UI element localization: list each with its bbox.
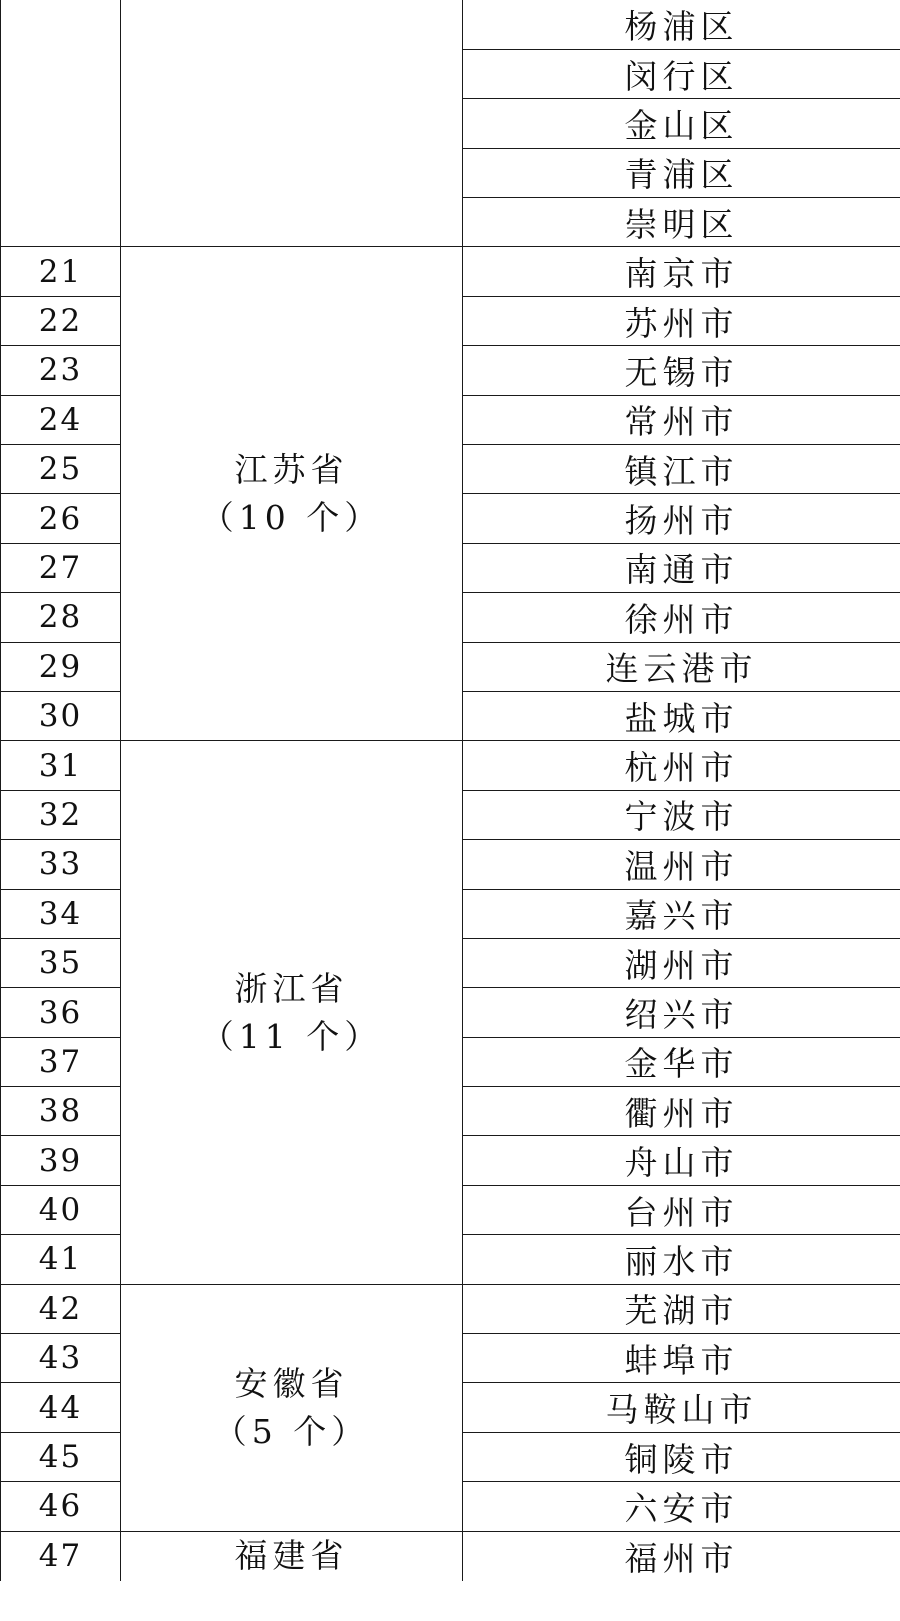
row-number-cell: 31	[1, 741, 121, 790]
province-city-count: （5 个）	[213, 1411, 370, 1451]
city-cell: 扬州市	[463, 494, 900, 543]
province-cell	[121, 1531, 463, 1580]
table-body	[1, 0, 900, 1581]
province-cell	[121, 247, 463, 741]
row-number-cell: 47	[1, 1531, 121, 1580]
city-cell: 南通市	[463, 543, 900, 592]
city-cell: 苏州市	[463, 296, 900, 345]
city-cell: 镇江市	[463, 445, 900, 494]
city-cell: 嘉兴市	[463, 889, 900, 938]
row-number-cell: 34	[1, 889, 121, 938]
city-cell: 无锡市	[463, 346, 900, 395]
city-cell: 连云港市	[463, 642, 900, 691]
row-number-cell: 39	[1, 1136, 121, 1185]
row-number-cell: 33	[1, 840, 121, 889]
province-cell	[121, 741, 463, 1284]
province-name: 浙江省	[234, 968, 349, 1008]
city-cell: 芜湖市	[463, 1284, 900, 1333]
row-number-cell: 44	[1, 1383, 121, 1432]
row-number-cell: 21	[1, 247, 121, 296]
table-row	[1, 0, 900, 49]
table-row	[1, 1284, 900, 1333]
row-number-cell: 45	[1, 1432, 121, 1481]
city-cell: 福州市	[463, 1531, 900, 1580]
city-cell: 六安市	[463, 1482, 900, 1531]
province-cell	[121, 1284, 463, 1531]
row-number-cell: 41	[1, 1235, 121, 1284]
row-number-cell: 43	[1, 1334, 121, 1383]
table-row	[1, 247, 900, 296]
district-cell: 金山区	[463, 99, 900, 148]
row-number-cell: 24	[1, 395, 121, 444]
province-name: 安徽省	[234, 1363, 349, 1403]
city-cell: 常州市	[463, 395, 900, 444]
city-cell: 金华市	[463, 1037, 900, 1086]
row-number-cell: 46	[1, 1482, 121, 1531]
row-number-cell: 40	[1, 1185, 121, 1234]
city-cell: 台州市	[463, 1185, 900, 1234]
district-cell: 青浦区	[463, 148, 900, 197]
row-number-cell: 27	[1, 543, 121, 592]
district-cell: 杨浦区	[463, 0, 900, 49]
province-name: 江苏省	[234, 450, 349, 490]
city-cell: 舟山市	[463, 1136, 900, 1185]
city-cell: 徐州市	[463, 593, 900, 642]
city-cell: 宁波市	[463, 790, 900, 839]
row-number-cell: 30	[1, 691, 121, 740]
row-number-cell: 35	[1, 938, 121, 987]
district-cell: 闵行区	[463, 49, 900, 98]
city-cell: 南京市	[463, 247, 900, 296]
province-name: 福建省	[234, 1536, 349, 1576]
city-cell: 铜陵市	[463, 1432, 900, 1481]
city-cell: 湖州市	[463, 938, 900, 987]
row-number-cell: 38	[1, 1087, 121, 1136]
table-row	[1, 741, 900, 790]
row-number-cell: 25	[1, 445, 121, 494]
province-city-count: （11 个）	[200, 1016, 383, 1056]
row-number-cell: 28	[1, 593, 121, 642]
city-cell: 温州市	[463, 840, 900, 889]
row-number-cell: 22	[1, 296, 121, 345]
city-cell: 绍兴市	[463, 988, 900, 1037]
city-cell: 杭州市	[463, 741, 900, 790]
row-number-cell-empty	[1, 0, 121, 247]
city-cell: 盐城市	[463, 691, 900, 740]
province-cell-empty	[121, 0, 463, 247]
table-row	[1, 1531, 900, 1580]
row-number-cell: 32	[1, 790, 121, 839]
province-city-count: （10 个）	[200, 497, 383, 537]
row-number-cell: 37	[1, 1037, 121, 1086]
row-number-cell: 36	[1, 988, 121, 1037]
city-cell: 马鞍山市	[463, 1383, 900, 1432]
city-cell: 蚌埠市	[463, 1334, 900, 1383]
row-number-cell: 29	[1, 642, 121, 691]
row-number-cell: 26	[1, 494, 121, 543]
row-number-cell: 23	[1, 346, 121, 395]
district-cell: 崇明区	[463, 198, 900, 247]
row-number-cell: 42	[1, 1284, 121, 1333]
city-cell: 衢州市	[463, 1087, 900, 1136]
city-cell: 丽水市	[463, 1235, 900, 1284]
